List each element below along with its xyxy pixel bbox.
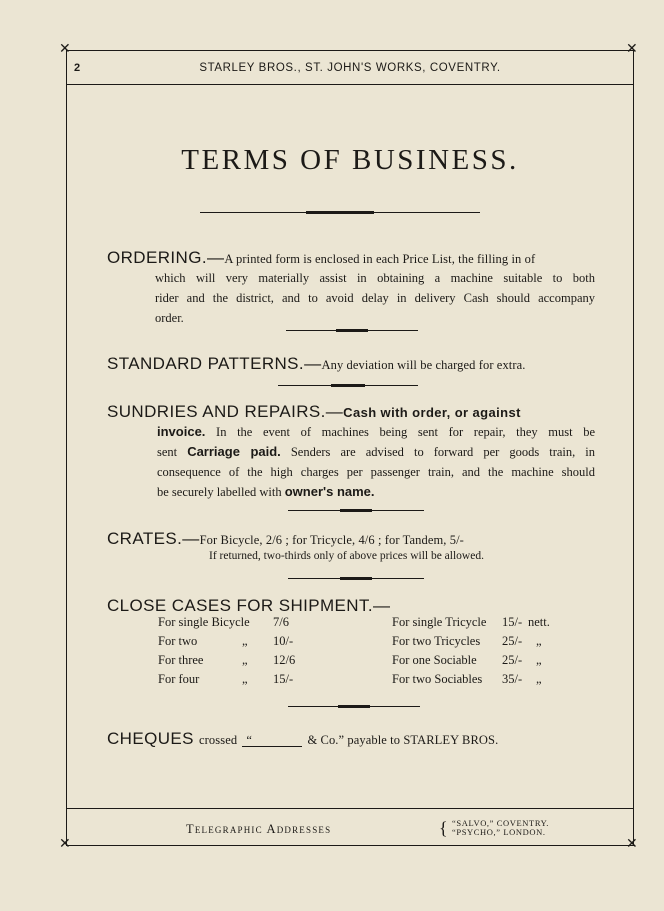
frame-top-rule [66,50,634,51]
cheques-text-2: & Co.” payable to STARLEY BROS. [307,733,499,747]
telegraphic-addresses-label: Telegraphic Addresses [186,822,332,836]
standard-patterns-line: STANDARD PATTERNS.—Any deviation will be charged for extra. [107,354,526,373]
sundries-bold-3: Carriage paid. [187,444,281,459]
crates-line: CRATES.—For Bicycle, 2/6 ; for Tricycle, 4/6 ; for Tandem, 5/- [107,529,464,548]
cheques-open-quote: “ [246,733,252,747]
corner-ornament-top-left-icon: ✕ [59,42,71,57]
case-right-price: 35/- [502,672,523,686]
telegraphic-addresses [452,819,549,837]
sundries-line-3-pre: sent [157,445,178,459]
case-left-label: For single Bicycle [158,615,250,629]
frame-bottom-rule [66,845,634,846]
case-right-label: For single Tricycle [392,615,487,629]
corner-ornament-top-right-icon: ✕ [626,42,638,57]
footer-brace: { [439,818,448,838]
case-right-suffix: „ [536,653,542,667]
case-right-row [392,634,542,649]
sundries-line-2-text: In the event of machines being sent for repair, they must be [216,425,596,439]
cheques-heading: CHEQUES [107,729,194,748]
sundries-line-5 [157,482,595,502]
case-right-row [392,672,542,687]
case-right-price: 15/- [502,615,523,629]
crates-text: For Bicycle, 2/6 ; for Tricycle, 4/6 ; for Tandem, 5/- [199,533,464,547]
case-left-row [158,672,294,687]
running-head: STARLEY BROS., ST. JOHN'S WORKS, COVENTRY. [199,62,501,74]
sundries-bold-1: Cash with order, or against [343,405,521,420]
case-right-label: For one Sociable [392,653,477,667]
crates-note: If returned, two-thirds only of above prices will be allowed. [209,550,484,562]
ordering-heading-line: ORDERING.—A printed form is enclosed in each Price List, the filling in of [107,248,536,267]
sundries-bold-2: invoice. [157,424,206,439]
ordering-divider [286,327,418,335]
ordering-line-3: rider and the district, and to avoid delay in delivery Cash should accompany [155,291,595,305]
telegraphic-address-london: “PSYCHO,” LONDON. [452,827,546,837]
case-left-price: 15/- [273,672,294,686]
case-left-label: For three [158,653,204,667]
sundries-heading: SUNDRIES AND REPAIRS. [107,402,326,421]
close-cases-heading: CLOSE CASES FOR SHIPMENT. [107,596,373,615]
case-left-row [158,615,289,630]
case-left-row [158,634,294,649]
close-cases-divider [288,703,420,711]
case-left-price: 12/6 [273,653,296,667]
cheques-line [107,729,498,749]
case-left-price: 7/6 [273,615,289,629]
sundries-bold-5: owner's name. [284,484,375,499]
ordering-line-1: A printed form is enclosed in each Price List, the filling in of [224,252,536,266]
frame-header-rule [66,84,634,85]
page-title: TERMS OF BUSINESS. [181,144,519,176]
ordering-line-4: order. [155,311,184,325]
page-footer [66,817,634,841]
case-right-price: 25/- [502,634,523,648]
sundries-line-3 [157,442,595,462]
standard-patterns-heading: STANDARD PATTERNS. [107,354,305,373]
cheques-text-1: crossed [199,733,238,747]
sundries-line-2 [157,422,595,442]
ordering-line-2: which will very materially assist in obtaining a machine suitable to both [155,271,595,285]
case-right-price: 25/- [502,653,523,667]
sundries-paragraph [157,422,595,502]
case-left-label: For two [158,634,198,648]
sundries-line-5-pre: be securely labelled with [157,485,282,499]
crates-heading: CRATES. [107,529,183,548]
frame-footer-rule [66,808,634,809]
case-right-row [392,653,542,668]
case-left-price: 10/- [273,634,294,648]
standard-patterns-text: Any deviation will be charged for extra. [321,358,526,372]
case-left-ditto: „ [242,634,248,648]
ordering-heading: ORDERING. [107,248,207,267]
case-left-row [158,653,296,668]
case-right-suffix: „ [536,672,542,686]
case-right-suffix: „ [536,634,542,648]
corner-ornament-bottom-right-icon: ✕ [626,837,638,852]
case-left-ditto: „ [242,672,248,686]
case-right-label: For two Tricycles [392,634,481,648]
sundries-line-3-text: Senders are advised to forward per goods train, in [290,445,596,459]
case-right-suffix: nett. [528,615,550,629]
case-right-row [392,615,550,630]
sundries-line-4: consequence of the high charges per passenger train, and the machine should [157,465,595,479]
ordering-paragraph [155,268,595,328]
title-divider [200,209,480,217]
sundries-divider [288,507,424,515]
crates-divider [288,575,424,583]
page-number: 2 [74,62,81,74]
page-header [66,60,634,80]
telegraphic-address-coventry: “SALVO,” COVENTRY. [452,818,549,828]
case-right-label: For two Sociables [392,672,483,686]
cheques-blank [242,731,302,747]
case-left-label: For four [158,672,200,686]
standard-patterns-divider [278,382,418,390]
close-cases-line: CLOSE CASES FOR SHIPMENT.— [107,596,391,615]
corner-ornament-bottom-left-icon: ✕ [59,837,71,852]
case-left-ditto: „ [242,653,248,667]
sundries-heading-line: SUNDRIES AND REPAIRS.—Cash with order, or against [107,402,521,421]
